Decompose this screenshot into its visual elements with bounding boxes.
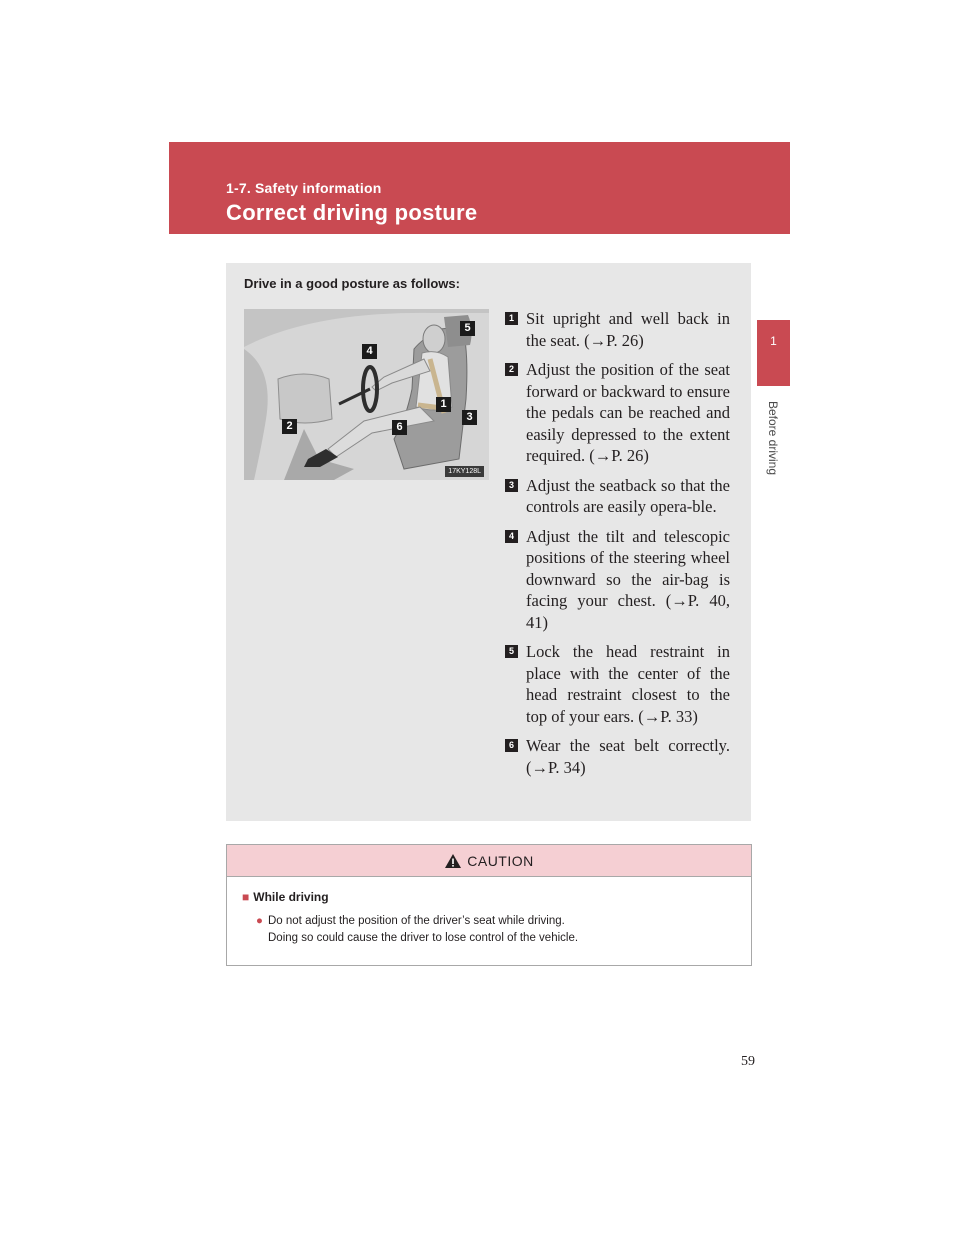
page-number: 59 — [741, 1054, 755, 1069]
section-label: 1-7. Safety information — [226, 180, 382, 196]
caution-bullet — [256, 913, 748, 947]
caution-header — [227, 845, 751, 877]
chapter-label: Before driving — [766, 400, 780, 476]
caution-title: CAUTION — [467, 852, 534, 869]
step-number-icon: 6 — [505, 739, 518, 752]
round-bullet-icon: ● — [256, 915, 263, 927]
callout-5: 5 — [460, 321, 475, 336]
callout-1: 1 — [436, 397, 451, 412]
figure-code: 17KY128L — [445, 466, 484, 477]
step-number-icon: 4 — [505, 530, 518, 543]
callout-6: 6 — [392, 420, 407, 435]
caution-line-1: Do not adjust the position of the driver’s seat while driving. — [268, 915, 565, 927]
callout-4: 4 — [362, 344, 377, 359]
panel-intro: Drive in a good posture as follows: — [244, 276, 460, 291]
step-text: Lock the head restraint in place with the center of the head restraint closest to the top of your ears. (→P. 33) — [526, 642, 730, 726]
callout-2: 2 — [282, 419, 297, 434]
square-bullet-icon: ■ — [242, 890, 250, 904]
step-item — [505, 475, 730, 518]
illustration-drawing — [244, 309, 489, 480]
step-text: Sit upright and well back in the seat. (→P. 26) — [526, 309, 730, 350]
callout-3: 3 — [462, 410, 477, 425]
caution-line-2: Doing so could cause the driver to lose control of the vehicle. — [268, 932, 579, 944]
step-item — [505, 735, 730, 778]
step-text: Adjust the position of the seat forward or backward to ensure the pedals can be reached and easily depressed to the extent required. (→P. 26) — [526, 360, 730, 465]
driving-posture-illustration — [244, 309, 489, 480]
caution-box — [226, 844, 752, 966]
step-item — [505, 359, 730, 467]
step-text: Wear the seat belt correctly. (→P. 34) — [526, 736, 730, 777]
caution-subheading — [242, 890, 329, 904]
step-number-icon: 5 — [505, 645, 518, 658]
caution-subheading-text: While driving — [253, 890, 329, 904]
step-number-icon: 2 — [505, 363, 518, 376]
step-item — [505, 526, 730, 634]
step-text: Adjust the tilt and telescopic positions of the steering wheel downward so the air-bag is facing your chest. (→P. 40, 41) — [526, 526, 730, 632]
step-item — [505, 308, 730, 351]
posture-steps — [505, 308, 730, 786]
step-number-icon: 1 — [505, 312, 518, 325]
page-title: Correct driving posture — [226, 200, 478, 225]
step-number-icon: 3 — [505, 479, 518, 492]
chapter-number: 1 — [770, 334, 777, 348]
warning-triangle-icon — [444, 853, 462, 869]
step-text: Adjust the seatback so that the controls are easily opera-ble. — [526, 475, 730, 516]
chapter-tab[interactable] — [757, 320, 790, 386]
step-item — [505, 641, 730, 727]
